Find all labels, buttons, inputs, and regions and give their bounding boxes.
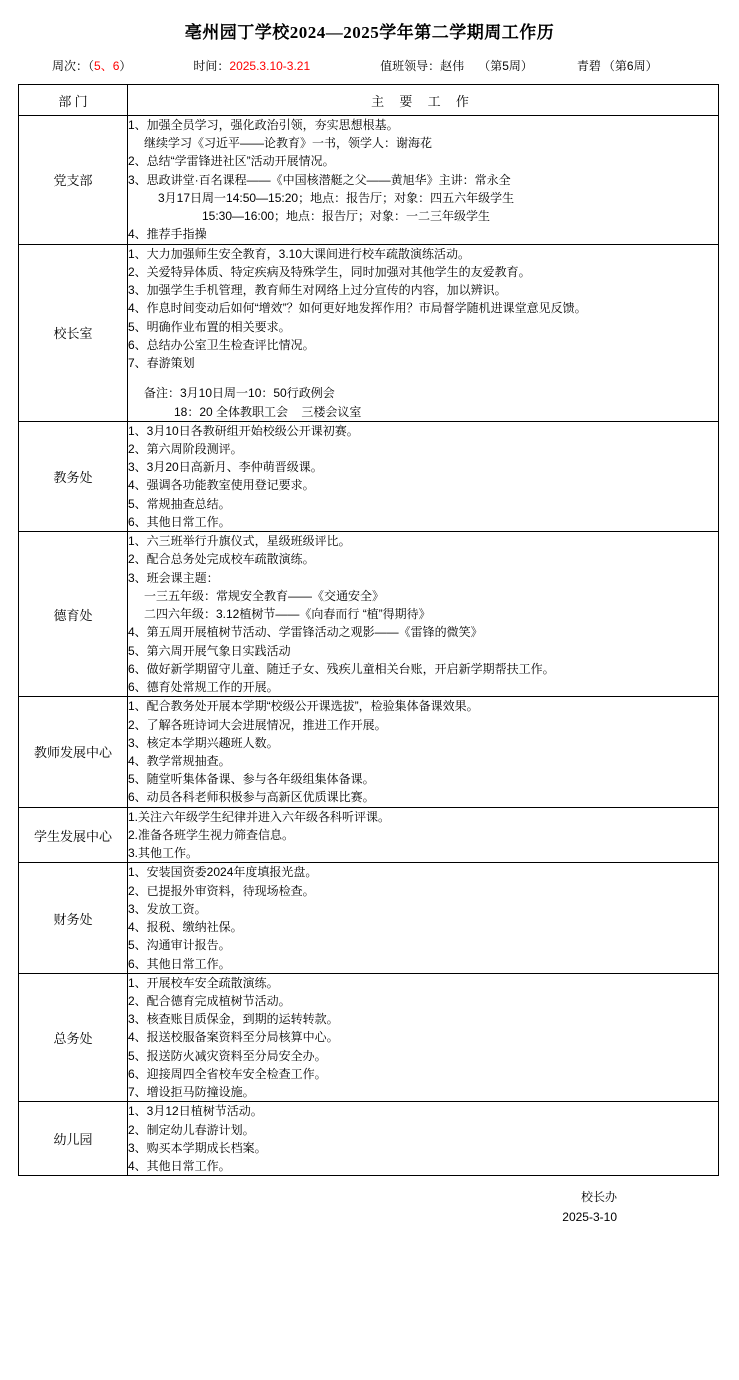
department-cell: 党支部 xyxy=(19,116,128,245)
table-row xyxy=(19,1102,719,1176)
department-cell: 幼儿园 xyxy=(19,1102,128,1176)
duty-leader-label: 值班领导： xyxy=(380,59,441,73)
table-row xyxy=(19,421,719,531)
week-field xyxy=(52,57,131,74)
work-line: 一三五年级：常规安全教育――《交通安全》 xyxy=(144,588,385,603)
table-row xyxy=(19,116,719,245)
work-line: 二四六年级：3.12植树节――《向春而行 “植”得期待》 xyxy=(144,607,431,622)
week-value: 5、6 xyxy=(94,59,120,73)
work-items-cell xyxy=(128,807,719,863)
work-line: 继续学习《习近平――论教育》一书，领学人：谢海花 xyxy=(144,136,433,151)
meta-row xyxy=(18,57,721,74)
work-line: 4、报税、缴纳社保。 xyxy=(128,920,243,935)
work-line: 2、配合总务处完成校车疏散演练。 xyxy=(128,552,315,567)
work-items-cell xyxy=(128,116,719,245)
work-line: 6、动员各科老师积极参与高新区优质课比赛。 xyxy=(128,790,375,805)
department-cell: 教师发展中心 xyxy=(19,697,128,807)
week-label-end: ） xyxy=(119,59,132,73)
table-row xyxy=(19,697,719,807)
work-line: 6、总结办公室卫生检查评比情况。 xyxy=(128,337,315,352)
work-line: 5、沟通审计报告。 xyxy=(128,938,231,953)
footer-signature: 校长办 xyxy=(580,1190,617,1205)
work-line: 3月17日周一14:50—15:20；地点：报告厅；对象：四五六年级学生 xyxy=(158,190,515,205)
footer-date: 2025-3-10 xyxy=(562,1209,617,1224)
work-items-cell xyxy=(128,244,719,421)
page-title: 亳州园丁学校2024—2025学年第二学期周工作历 xyxy=(184,23,555,42)
column-header-main-work: 主 要 工 作 xyxy=(128,85,719,116)
work-line: 4、强调各功能教室使用登记要求。 xyxy=(128,478,315,493)
work-line: 1、大力加强师生安全教育，3.10大课间进行校车疏散演练活动。 xyxy=(128,246,471,261)
work-line: 18：20 全体教职工会 三楼会议室 xyxy=(174,404,362,419)
work-line: 6、做好新学期留守儿童、随迁子女、残疾儿童相关台账，开启新学期帮扶工作。 xyxy=(128,661,555,676)
duty-leader-week-2: （第6周） xyxy=(602,59,658,73)
work-line: 2、了解各班诗词大会进展情况，推进工作开展。 xyxy=(128,717,387,732)
duty-leader-name-2: 青碧 xyxy=(576,59,601,73)
work-line: 2、关爱特异体质、特定疾病及特殊学生，同时加强对其他学生的友爱教育。 xyxy=(128,264,531,279)
time-label: 时间： xyxy=(193,59,230,73)
column-header-department: 部 门 xyxy=(19,85,128,116)
table-body xyxy=(19,116,719,1176)
work-items-cell xyxy=(128,532,719,697)
table-header-row xyxy=(19,85,719,116)
work-line: 3、班会课主题： xyxy=(128,570,219,585)
duty-leader-week-1: （第5周） xyxy=(478,59,533,73)
table-row xyxy=(19,863,719,973)
work-line: 4、推荐手指操 xyxy=(128,227,207,242)
work-line: 1、配合教务处开展本学期“校级公开课选拔”，检验集体备课效果。 xyxy=(128,699,479,714)
department-cell: 总务处 xyxy=(19,973,128,1102)
work-line: 15:30—16:00；地点：报告厅；对象：一二三年级学生 xyxy=(202,209,491,224)
work-line: 3、核定本学期兴趣班人数。 xyxy=(128,735,279,750)
work-line: 3、思政讲堂·百名课程――《中国核潜艇之父――黄旭华》主讲：常永全 xyxy=(128,172,511,187)
department-cell: 学生发展中心 xyxy=(19,807,128,863)
work-line: 4、其他日常工作。 xyxy=(128,1159,231,1174)
work-line: 4、报送校服备案资料至分局核算中心。 xyxy=(128,1030,339,1045)
work-line: 2、第六周阶段测评。 xyxy=(128,441,243,456)
time-value: 2025.3.10-3.21 xyxy=(229,59,311,73)
work-line: 2.准备各班学生视力筛查信息。 xyxy=(128,827,295,842)
work-line: 6、其他日常工作。 xyxy=(128,514,231,529)
work-schedule-table xyxy=(18,84,719,1176)
work-items-cell xyxy=(128,697,719,807)
department-cell: 教务处 xyxy=(19,421,128,531)
work-line: 1、加强全员学习，强化政治引领，夯实思想根基。 xyxy=(128,118,399,132)
work-line: 2、制定幼儿春游计划。 xyxy=(128,1122,255,1137)
document-footer xyxy=(18,1188,721,1226)
work-line: 1、六三班举行升旗仪式，星级班级评比。 xyxy=(128,534,351,549)
department-cell: 校长室 xyxy=(19,244,128,421)
table-row xyxy=(19,244,719,421)
work-items-cell xyxy=(128,421,719,531)
work-line: 3.其他工作。 xyxy=(128,846,199,861)
work-items-cell xyxy=(128,1102,719,1176)
table-row xyxy=(19,807,719,863)
department-cell: 财务处 xyxy=(19,863,128,973)
work-line: 2、总结“学雷锋进社区”活动开展情况。 xyxy=(128,154,335,169)
work-items-cell xyxy=(128,863,719,973)
work-line: 1、3月10日各教研组开始校级公开课初赛。 xyxy=(128,423,359,438)
department-cell: 德育处 xyxy=(19,532,128,697)
work-line: 3、核查账目质保金，到期的运转转款。 xyxy=(128,1012,339,1027)
work-line: 5、明确作业布置的相关要求。 xyxy=(128,319,291,334)
work-line: 5、第六周开展气象日实践活动 xyxy=(128,643,291,658)
work-line: 3、购买本学期成长档案。 xyxy=(128,1140,267,1155)
time-field xyxy=(193,57,310,74)
work-line: 2、已提报外审资料，待现场检查。 xyxy=(128,883,315,898)
work-line: 5、随堂听集体备课、参与各年级组集体备课。 xyxy=(128,772,375,787)
work-line: 备注：3月10日周一10：50行政例会 xyxy=(144,386,335,401)
work-line: 3、加强学生手机管理，教育师生对网络上过分宣传的内容，加以辨识。 xyxy=(128,283,507,298)
work-line: 4、第五周开展植树节活动、学雷锋活动之观影――《雷锋的微笑》 xyxy=(128,625,483,640)
work-line: 5、报送防火减灾资料至分局安全办。 xyxy=(128,1048,327,1063)
work-line: 3、3月20日高新月、李仲萌晋级课。 xyxy=(128,460,323,475)
work-line-spacer xyxy=(128,372,718,384)
work-line: 7、春游策划 xyxy=(128,356,195,371)
work-line: 2、配合德育完成植树节活动。 xyxy=(128,994,291,1009)
work-line: 1、3月12日植树节活动。 xyxy=(128,1104,263,1119)
work-line: 4、作息时间变动后如何“增效”？如何更好地发挥作用？市局督学随机进课堂意见反馈。 xyxy=(128,301,587,316)
work-line: 1、安装国资委2024年度填报光盘。 xyxy=(128,865,318,880)
work-line: 1、开展校车安全疏散演练。 xyxy=(128,975,279,990)
table-row xyxy=(19,973,719,1102)
work-line: 4、教学常规抽查。 xyxy=(128,753,231,768)
work-line: 7、增设拒马防撞设施。 xyxy=(128,1085,255,1100)
work-line: 3、发放工资。 xyxy=(128,901,207,916)
work-line: 6、其他日常工作。 xyxy=(128,956,231,971)
work-line: 1.关注六年级学生纪律并进入六年级各科听评课。 xyxy=(128,809,391,824)
table-row xyxy=(19,532,719,697)
work-line: 6、迎接周四全省校车安全检查工作。 xyxy=(128,1066,327,1081)
duty-leader-name-1: 赵伟 xyxy=(440,59,465,73)
week-label: 周次：（ xyxy=(52,59,95,73)
work-line: 5、常规抽查总结。 xyxy=(128,496,231,511)
work-items-cell xyxy=(128,973,719,1102)
work-line: 6、德育处常规工作的开展。 xyxy=(128,680,279,695)
